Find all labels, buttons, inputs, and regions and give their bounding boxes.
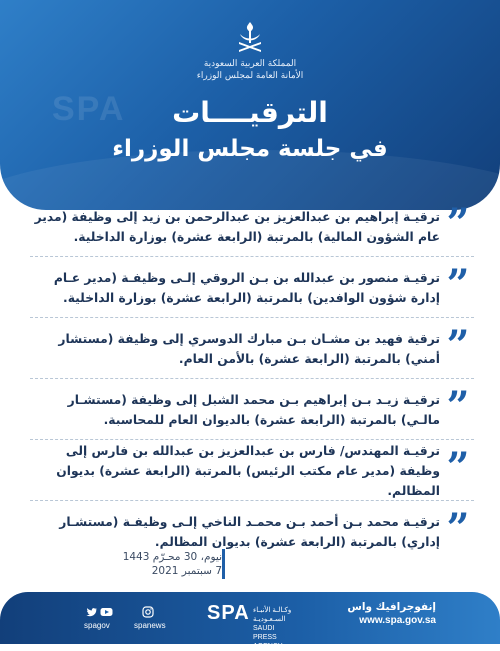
list-item xyxy=(30,259,474,318)
saudi-emblem-icon xyxy=(235,20,265,58)
list-item xyxy=(30,442,474,501)
quote-icon: ” xyxy=(446,261,470,308)
infographic-label: إنفوجرافيك واس xyxy=(347,601,436,613)
social-links xyxy=(78,604,218,634)
quote-icon: ” xyxy=(446,383,470,430)
list-item-text: ترقيـة زيـد بـن إبراهيم بـن محمد الشبل إلى وظيفة (مستشـار مالـي) بالمرتبة (الرابعة عشرة) بالديوان العام للمحاسبة. xyxy=(67,393,440,427)
quote-icon: ” xyxy=(446,444,470,491)
date-divider xyxy=(222,549,225,579)
agency-name-en-2: AGENCY xyxy=(253,643,283,650)
date-hijri: نيوم، 30 محـرّم 1443 xyxy=(122,551,222,563)
footer-credit xyxy=(316,600,436,628)
list-item xyxy=(30,198,474,257)
quote-icon: ” xyxy=(446,505,470,552)
page-title: الترقيــــات xyxy=(172,96,328,129)
social-handle-spanews[interactable]: spanews xyxy=(134,621,166,630)
spa-logo-text: SPA xyxy=(207,602,250,624)
youtube-icon[interactable] xyxy=(100,606,113,618)
list-item-text: ترقيـة إبراهيم بن عبدالعزيز بن عبدالرحمن بن زيد إلى وظيفة (مدير عام الشؤون المالية) بالمرتبة (الرابعة عشرة) بوزارة الداخلية. xyxy=(34,210,440,244)
list-item xyxy=(30,381,474,440)
website-link[interactable]: www.spa.gov.sa xyxy=(359,615,436,626)
list-item-text: ترقيـة المهندس/ فارس بن عبدالعزيز بن عبدالله بن فارس إلى وظيفة (مدير عام مكتب الرئيس) بالمرتبة (الرابعة عشرة) بديوان المظالم. xyxy=(56,444,440,498)
list-item-text: ترقيـة محمد بـن أحمد بـن محمـد الناخي إلـى وظيفـة (مستشـار إداري) بالمرتبة (الرابعة عشرة) بديوان المظالم. xyxy=(59,515,440,549)
spa-watermark: SPA xyxy=(52,90,126,128)
promotions-list xyxy=(30,198,474,563)
list-item-text: ترقية فهيد بن مشـان بـن مبارك الدوسري إلى وظيفة (مستشار أمني) بالمرتبة (الرابعة عشرة) بالأمن العام. xyxy=(58,332,440,366)
date-block xyxy=(62,550,222,578)
agency-name xyxy=(253,606,299,651)
list-item xyxy=(30,320,474,379)
list-item-text: ترقيـة منصور بن عبدالله بن بـن الروقي إلـى وظيفـة (مدير عـام إدارة شؤون الوافدين) بالمرتبة (الرابعة عشرة) بوزارة الداخلية. xyxy=(53,271,440,305)
org-name xyxy=(150,58,350,82)
social-handle-spagov[interactable]: spagov xyxy=(84,621,110,630)
agency-name-en-1: SAUDI PRESS xyxy=(253,625,277,641)
date-gregorian: 7 سبتمبر 2021 xyxy=(151,565,222,577)
org-name-line2: الأمانة العامة لمجلس الوزراء xyxy=(196,71,304,81)
page-subtitle: في جلسة مجلس الوزراء xyxy=(112,136,388,162)
org-name-line1: المملكة العربية السعودية xyxy=(203,59,297,69)
quote-icon: ” xyxy=(446,200,470,247)
agency-name-ar: وكـالـة الأنبـاء السـعـوديـة xyxy=(253,607,292,623)
spa-logo xyxy=(207,602,299,650)
instagram-icon[interactable] xyxy=(142,606,154,618)
header-banner xyxy=(0,0,500,210)
twitter-icon[interactable] xyxy=(86,606,98,618)
quote-icon: ” xyxy=(446,322,470,369)
